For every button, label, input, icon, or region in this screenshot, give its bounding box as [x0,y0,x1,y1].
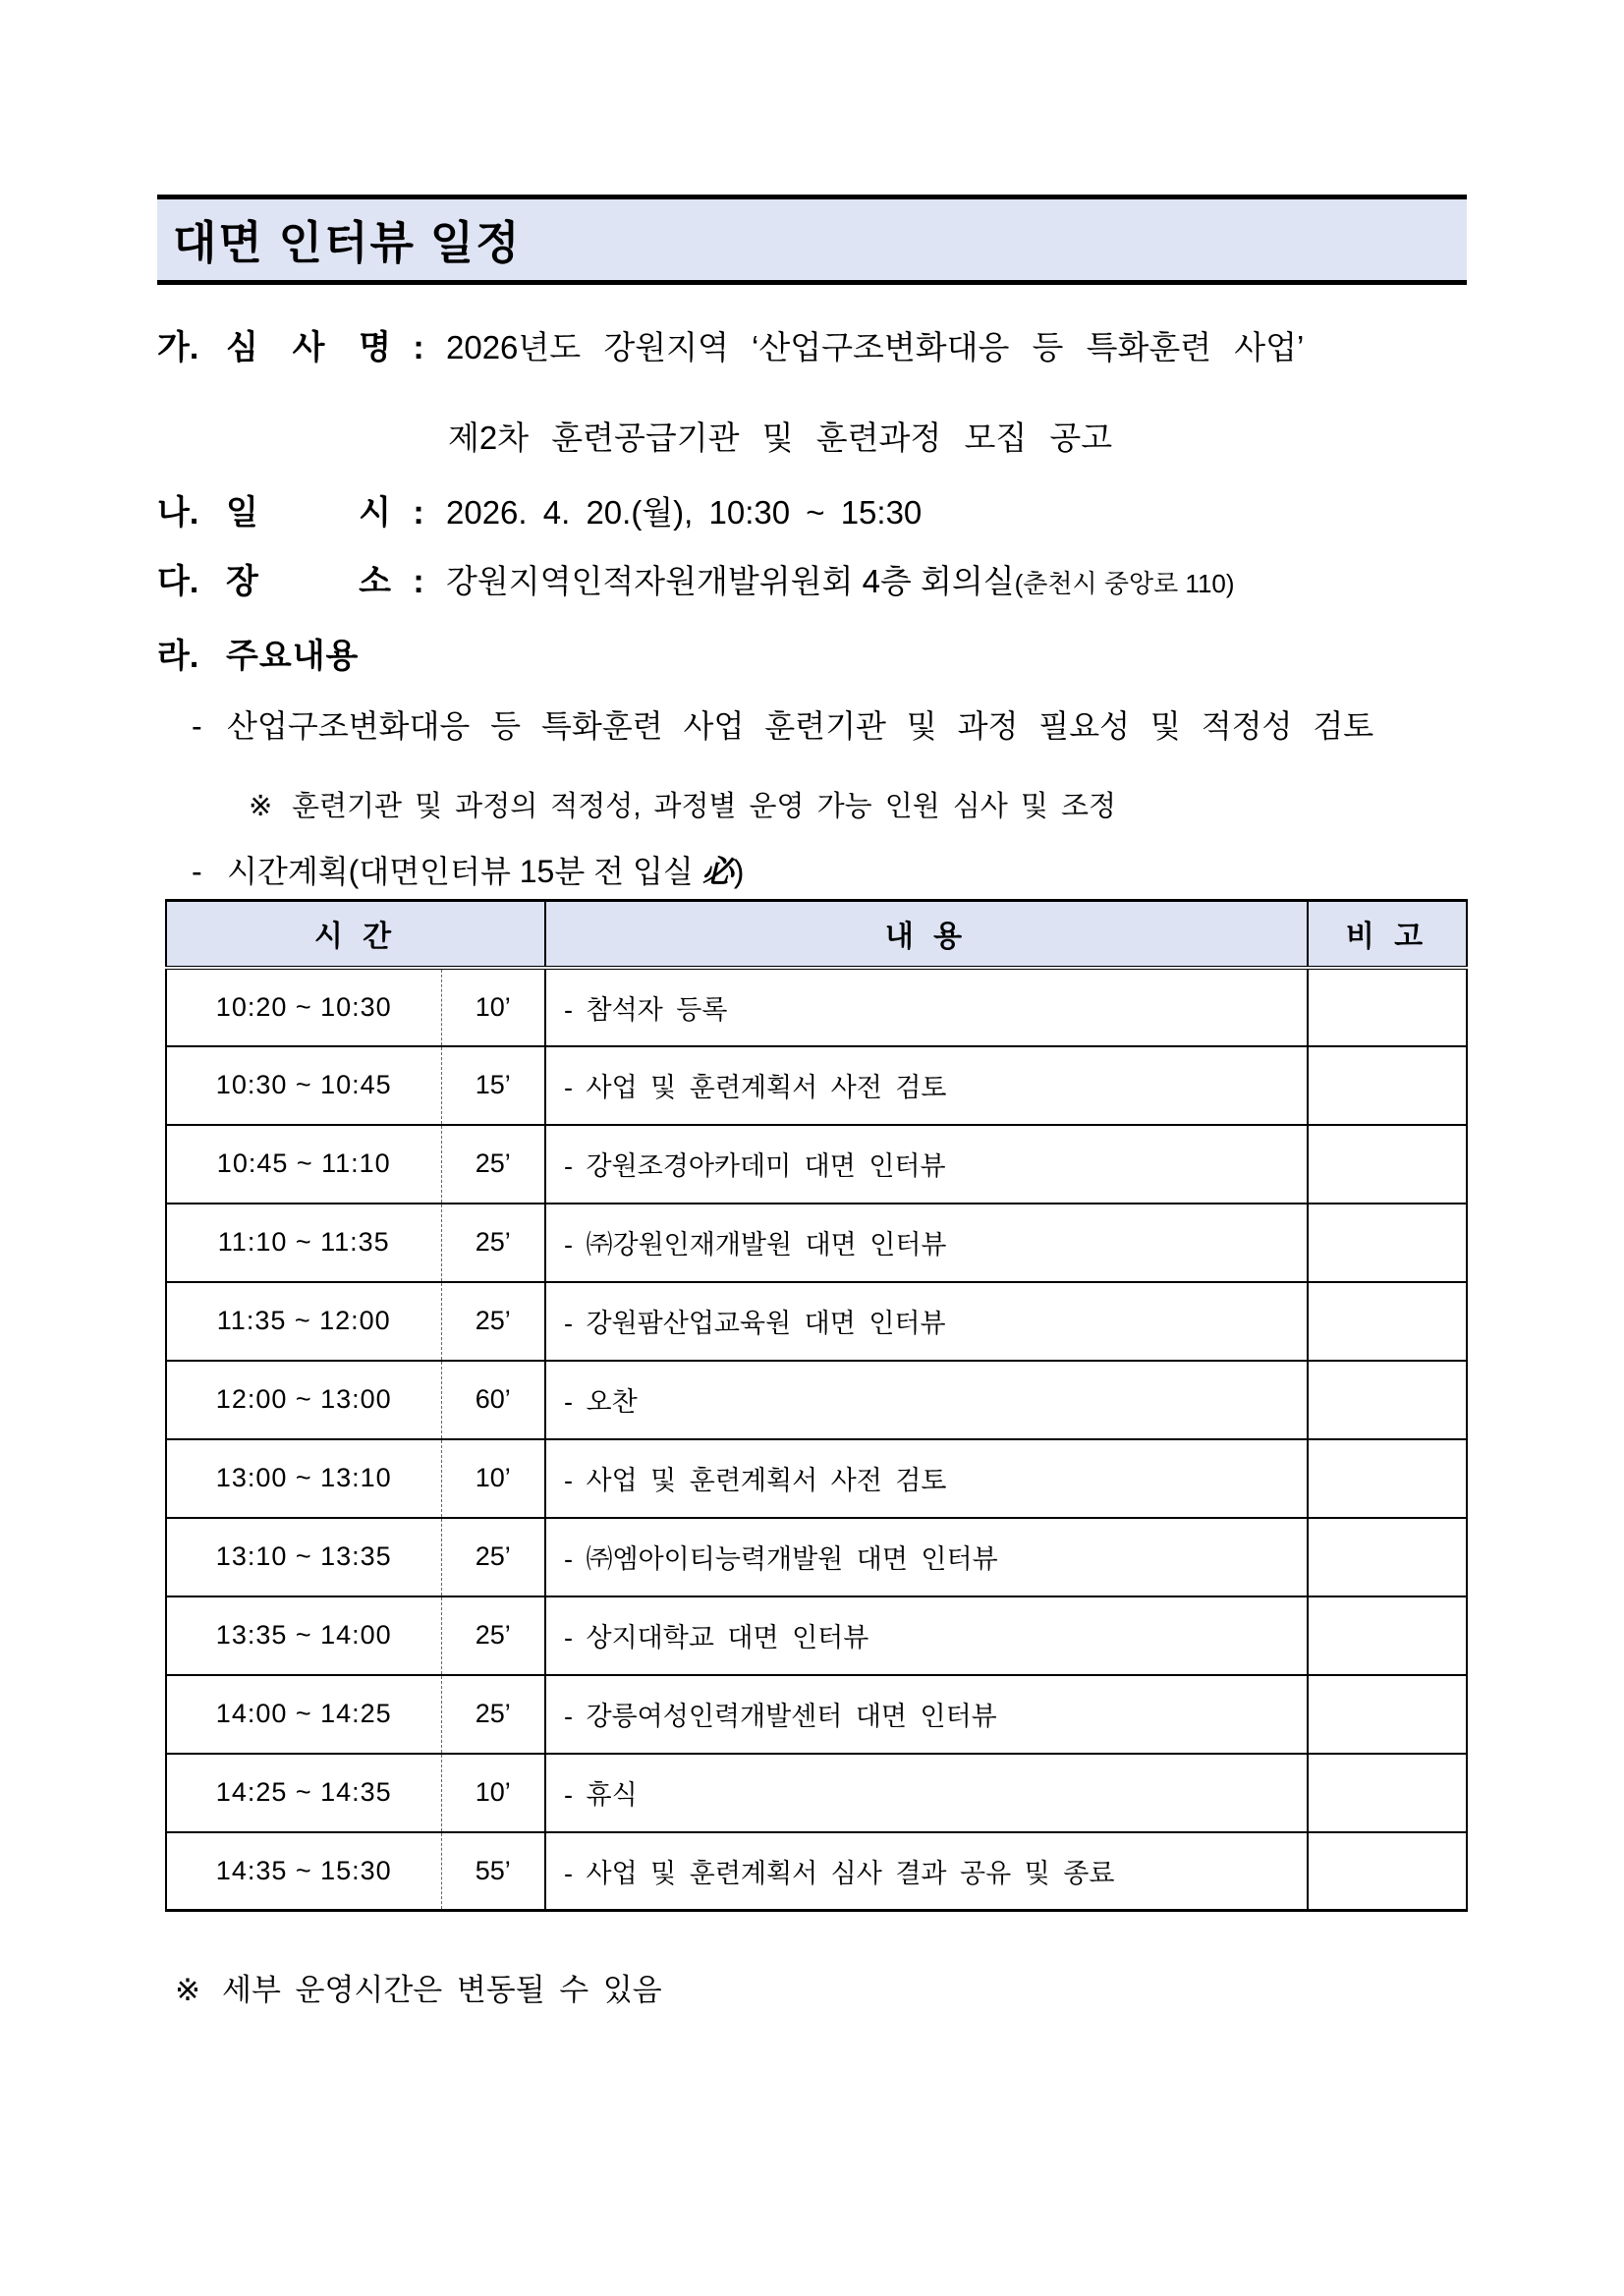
cell-content: - 오찬 [545,1361,1308,1439]
item-datetime [157,485,922,533]
cell-content: - 상지대학교 대면 인터뷰 [545,1596,1308,1675]
bullet-text: 시간계획(대면인터뷰 15분 전 입실 [227,854,702,889]
item-label: 주요내용 [226,638,360,675]
item-marker: 가. [157,329,199,366]
cell-time: 13:35 ~ 14:00 [166,1596,441,1675]
cell-note [1308,1832,1467,1911]
cell-time: 11:10 ~ 11:35 [166,1204,441,1282]
cell-time: 14:35 ~ 15:30 [166,1832,441,1911]
schedule-row [166,1439,1467,1518]
cell-content: - 강원팜산업교육원 대면 인터뷰 [545,1282,1308,1361]
cell-time: 10:30 ~ 10:45 [166,1046,441,1125]
cell-duration: 10’ [441,1439,545,1518]
schedule-row [166,1596,1467,1675]
item-value: 2026. 4. 20.(월), 10:30 ~ 15:30 [446,494,923,531]
footnote [175,1965,662,2009]
cell-duration: 10’ [441,1754,545,1832]
schedule-table-header [166,901,1467,968]
cell-duration: 60’ [441,1361,545,1439]
cell-duration: 55’ [441,1832,545,1911]
header-note: 비 고 [1308,901,1467,968]
item-review-name-line2: 제2차 훈련공급기관 및 훈련과정 모집 공고 [448,420,1113,456]
bullet-dash: - [192,708,202,744]
cell-time: 14:00 ~ 14:25 [166,1675,441,1754]
cell-content: - 사업 및 훈련계획서 사전 검토 [545,1046,1308,1125]
cell-time: 12:00 ~ 13:00 [166,1361,441,1439]
cell-content: - 사업 및 훈련계획서 사전 검토 [545,1439,1308,1518]
header-content: 내 용 [545,901,1308,968]
item-review-name [157,320,1304,368]
item-label: 심 사 명 [226,329,391,366]
bullet-dash: - [192,854,202,889]
cell-note [1308,1125,1467,1204]
footnote-mark: ※ [175,1973,200,2007]
item-value: 강원지역인적자원개발위원회 4층 회의실 [446,563,1015,599]
cell-time: 11:35 ~ 12:00 [166,1282,441,1361]
note-text: 훈련기관 및 과정의 적정성, 과정별 운영 가능 인원 심사 및 조정 [292,791,1116,822]
cell-time: 13:10 ~ 13:35 [166,1518,441,1596]
cell-note [1308,1282,1467,1361]
cell-content: - 휴식 [545,1754,1308,1832]
cell-note [1308,1204,1467,1282]
cell-content: - 강릉여성인력개발센터 대면 인터뷰 [545,1675,1308,1754]
item-value-detail: (춘천시 중앙로 110) [1014,569,1235,598]
cell-duration: 15’ [441,1046,545,1125]
cell-content: - 강원조경아카데미 대면 인터뷰 [545,1125,1308,1204]
schedule-table [165,899,1468,1912]
cell-duration: 25’ [441,1125,545,1204]
bullet-text-emphasis: 必 [701,854,734,889]
schedule-row [166,968,1467,1046]
item-label: 장 소 [226,563,391,600]
bullet-text: ) [733,854,745,889]
item-label: 일 시 [226,494,391,532]
schedule-row [166,1204,1467,1282]
cell-content: - 참석자 등록 [545,968,1308,1046]
item-marker: 다. [157,563,199,600]
cell-time: 10:45 ~ 11:10 [166,1125,441,1204]
bullet-time-plan [192,847,744,892]
schedule-table-body [166,968,1467,1911]
schedule-row [166,1754,1467,1832]
schedule-row [166,1125,1467,1204]
item-marker: 라. [157,638,199,675]
cell-time: 10:20 ~ 10:30 [166,968,441,1046]
cell-note [1308,1361,1467,1439]
cell-content: - ㈜강원인재개발원 대면 인터뷰 [545,1204,1308,1282]
bullet-text: 산업구조변화대응 등 특화훈련 사업 훈련기관 및 과정 필요성 및 적정성 검토 [227,708,1374,744]
schedule-row [166,1282,1467,1361]
cell-note [1308,1439,1467,1518]
footnote-text: 세부 운영시간은 변동될 수 있음 [222,1973,662,2007]
cell-duration: 25’ [441,1282,545,1361]
cell-duration: 25’ [441,1675,545,1754]
cell-time: 13:00 ~ 13:10 [166,1439,441,1518]
item-location [157,554,1235,602]
cell-duration: 25’ [441,1518,545,1596]
schedule-row [166,1518,1467,1596]
header-time: 시 간 [166,901,545,968]
item-colon: : [413,329,424,366]
cell-note [1308,1596,1467,1675]
schedule-row [166,1361,1467,1439]
item-main-content [157,629,359,677]
cell-note [1308,968,1467,1046]
cell-note [1308,1046,1467,1125]
cell-time: 14:25 ~ 14:35 [166,1754,441,1832]
cell-content: - ㈜엠아이티능력개발원 대면 인터뷰 [545,1518,1308,1596]
schedule-row [166,1832,1467,1911]
cell-duration: 25’ [441,1204,545,1282]
note-mark: ※ [249,791,273,822]
cell-note [1308,1675,1467,1754]
cell-duration: 25’ [441,1596,545,1675]
item-value: 2026년도 강원지역 ‘산업구조변화대응 등 특화훈련 사업’ [446,329,1305,365]
item-marker: 나. [157,494,199,532]
page-title: 대면 인터뷰 일정 [157,195,1467,285]
item-colon: : [413,563,424,600]
schedule-row [166,1046,1467,1125]
cell-duration: 10’ [441,968,545,1046]
schedule-row [166,1675,1467,1754]
cell-content: - 사업 및 훈련계획서 심사 결과 공유 및 종료 [545,1832,1308,1911]
item-colon: : [413,494,424,532]
bullet-review-scope [192,701,1373,747]
cell-note [1308,1754,1467,1832]
cell-note [1308,1518,1467,1596]
note-review-detail [249,784,1116,824]
